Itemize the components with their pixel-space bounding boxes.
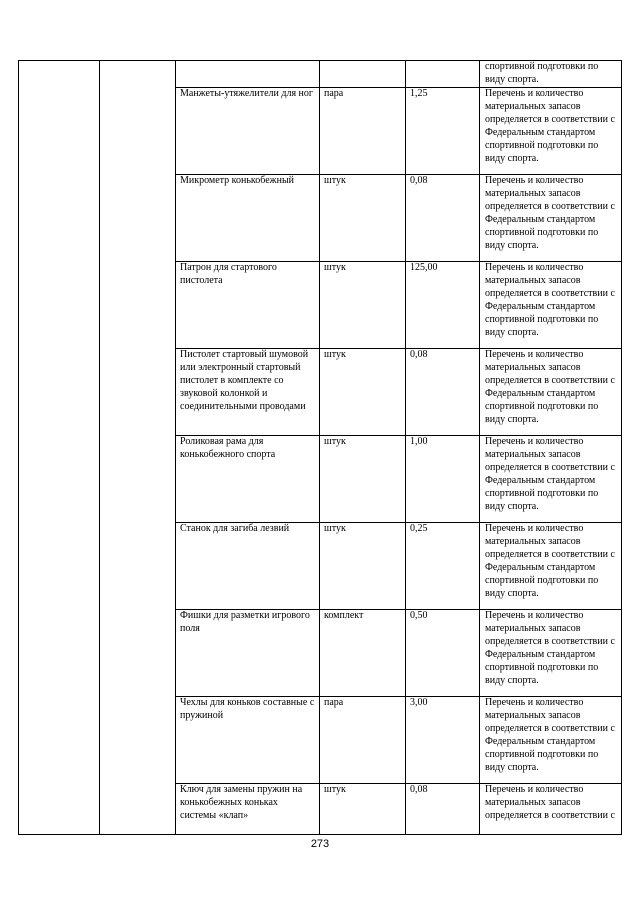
quantity-cell [406, 61, 480, 88]
item-name-cell: Фишки для разметки игрового поля [176, 610, 320, 697]
quantity-cell: 1,25 [406, 88, 480, 175]
item-name-cell: Пистолет стартовый шумовой или электронный стартовый пистолет в комплекте со звуковой колонкой и соединительными проводами [176, 349, 320, 436]
quantity-cell: 0,08 [406, 349, 480, 436]
page-number: 273 [310, 838, 330, 850]
note-cell: Перечень и количество материальных запасов определяется в соответствии с Федеральным стандартом спортивной подготовки по виду спорта. [480, 88, 622, 175]
item-name-cell: Манжеты-утяжелители для ног [176, 88, 320, 175]
item-name-cell: Станок для загиба лезвий [176, 523, 320, 610]
note-cell: Перечень и количество материальных запасов определяется в соответствии с Федеральным стандартом спортивной подготовки по виду спорта. [480, 436, 622, 523]
item-name-cell [176, 61, 320, 88]
note-cell: Перечень и количество материальных запасов определяется в соответствии с Федеральным стандартом спортивной подготовки по виду спорта. [480, 523, 622, 610]
unit-cell: комплект [320, 610, 406, 697]
quantity-cell: 0,08 [406, 175, 480, 262]
unit-cell: штук [320, 784, 406, 835]
merged-number-cell [19, 61, 100, 835]
equipment-table [18, 60, 622, 835]
note-cell: спортивной подготовки по виду спорта. [480, 61, 622, 88]
unit-cell: штук [320, 349, 406, 436]
item-name-cell: Роликовая рама для конькобежного спорта [176, 436, 320, 523]
item-name-cell: Ключ для замены пружин на конькобежных коньках системы «клап» [176, 784, 320, 835]
unit-cell: пара [320, 697, 406, 784]
unit-cell: штук [320, 175, 406, 262]
note-cell: Перечень и количество материальных запасов определяется в соответствии с Федеральным стандартом спортивной подготовки по виду спорта. [480, 610, 622, 697]
note-cell: Перечень и количество материальных запасов определяется в соответствии с Федеральным стандартом спортивной подготовки по виду спорта. [480, 349, 622, 436]
unit-cell [320, 61, 406, 88]
item-name-cell: Чехлы для коньков составные с пружиной [176, 697, 320, 784]
table-row-continued [19, 61, 622, 88]
note-cell: Перечень и количество материальных запасов определяется в соответствии с [480, 784, 622, 835]
item-name-cell: Патрон для стартового пистолета [176, 262, 320, 349]
quantity-cell: 0,50 [406, 610, 480, 697]
quantity-cell: 0,08 [406, 784, 480, 835]
note-cell: Перечень и количество материальных запасов определяется в соответствии с Федеральным стандартом спортивной подготовки по виду спорта. [480, 175, 622, 262]
unit-cell: штук [320, 436, 406, 523]
unit-cell: пара [320, 88, 406, 175]
quantity-cell: 0,25 [406, 523, 480, 610]
unit-cell: штук [320, 262, 406, 349]
quantity-cell: 3,00 [406, 697, 480, 784]
merged-category-cell [100, 61, 176, 835]
item-name-cell: Микрометр конькобежный [176, 175, 320, 262]
note-cell: Перечень и количество материальных запасов определяется в соответствии с Федеральным стандартом спортивной подготовки по виду спорта. [480, 697, 622, 784]
quantity-cell: 125,00 [406, 262, 480, 349]
quantity-cell: 1,00 [406, 436, 480, 523]
unit-cell: штук [320, 523, 406, 610]
note-cell: Перечень и количество материальных запасов определяется в соответствии с Федеральным стандартом спортивной подготовки по виду спорта. [480, 262, 622, 349]
